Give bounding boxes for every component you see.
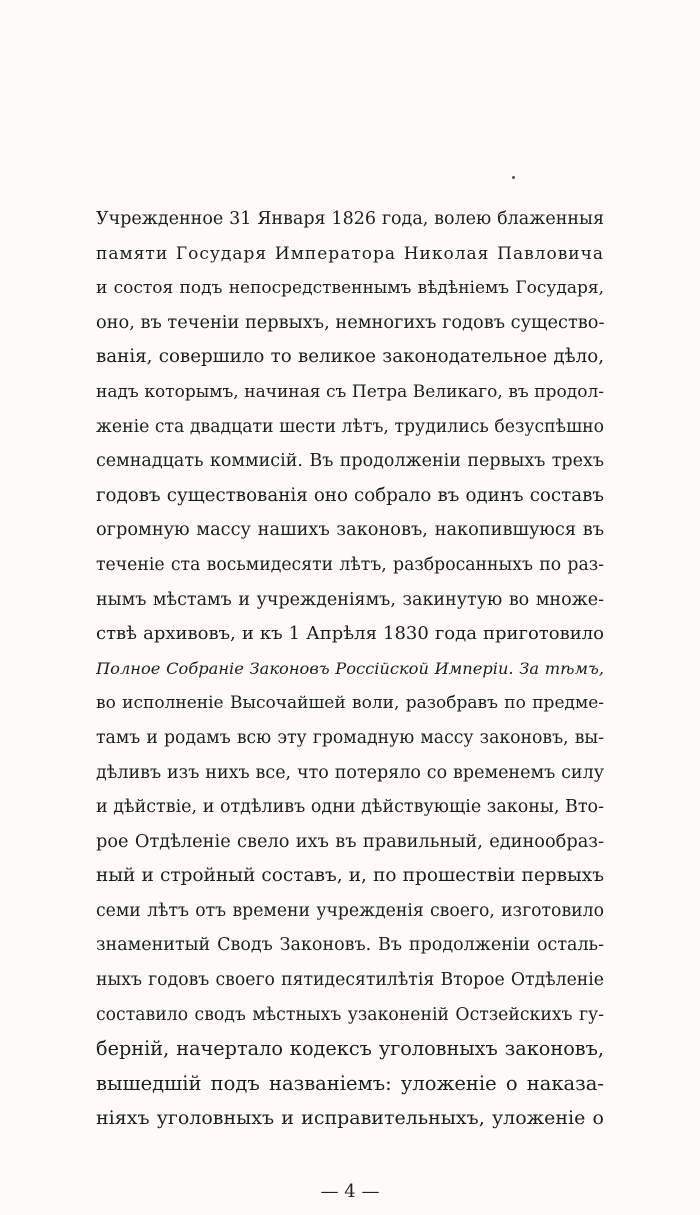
text-line: семнадцать коммисій. Въ продолженіи первыхъ трехъ bbox=[96, 451, 604, 472]
text-line: надъ которымъ, начиная съ Петра Великаго, въ продол- bbox=[96, 381, 604, 402]
text-line: и дѣйствіе, и отдѣливъ одни дѣйствующіе законы, Вто- bbox=[96, 797, 604, 818]
text-line: тамъ и родамъ всю эту громадную массу законовъ, вы- bbox=[96, 727, 604, 748]
text-line: дѣливъ изъ нихъ все, что потеряло со временемъ силу bbox=[96, 762, 604, 783]
text-line: годовъ существованія оно собрало въ одинъ составъ bbox=[96, 484, 604, 506]
page-number: — 4 — bbox=[320, 1181, 380, 1202]
text-line: семи лѣтъ отъ времени учрежденія своего, изготовило bbox=[96, 900, 604, 921]
text-line: рое Отдѣленіе свело ихъ въ правильный, единообраз- bbox=[96, 831, 604, 852]
text-line: и состоя подъ непосредственнымъ вѣдѣніемъ Государя, bbox=[96, 278, 604, 299]
text-line: ванія, совершило то великое законодательное дѣло, bbox=[96, 346, 604, 368]
text-line: оно, въ теченіи первыхъ, немногихъ годовъ существо- bbox=[96, 312, 604, 333]
text-line: берній, начертало кодексъ уголовныхъ законовъ, bbox=[96, 1037, 604, 1061]
text-line: знаменитый Сводъ Законовъ. Въ продолженіи осталь- bbox=[96, 935, 604, 956]
text-line: Учрежденное 31 Января 1826 года, волею блаженныя bbox=[96, 209, 604, 229]
text-line: во исполненіе Высочайшей воли, разобравъ по предме- bbox=[96, 693, 604, 714]
text-line: вышедшій подъ названіемъ: уложеніе о наказа- bbox=[96, 1071, 604, 1095]
text-line: нымъ мѣстамъ и учрежденіямъ, закинутую во множе- bbox=[96, 589, 604, 610]
text-line: женіе ста двадцати шести лѣтъ, трудились безуспѣшно bbox=[96, 416, 604, 437]
text-line: ный и стройный составъ, и, по прошествіи первыхъ bbox=[96, 865, 604, 887]
text-line: огромную массу нашихъ законовъ, накопившуюся въ bbox=[96, 520, 604, 541]
text-line: ныхъ годовъ своего пятидесятилѣтія Второе Отдѣленіе bbox=[96, 970, 604, 991]
text-line: Полное Собраніе Законовъ Россійской Имперіи. За тѣмъ, bbox=[96, 658, 604, 678]
printing-speck bbox=[512, 176, 515, 179]
text-line: ствѣ архивовъ, и къ 1 Апрѣля 1830 года приготовило bbox=[96, 623, 604, 645]
text-line: составило сводъ мѣстныхъ узаконеній Остзейскихъ гу- bbox=[96, 1004, 604, 1025]
text-line: памяти Государя Императора Николая Павловича bbox=[96, 243, 604, 264]
text-line: теченіе ста восьмидесяти лѣтъ, разбросанныхъ по раз- bbox=[96, 554, 604, 575]
text-line: ніяхъ уголовныхъ и исправительныхъ, уложеніе о bbox=[96, 1107, 604, 1130]
body-text bbox=[96, 202, 604, 1136]
